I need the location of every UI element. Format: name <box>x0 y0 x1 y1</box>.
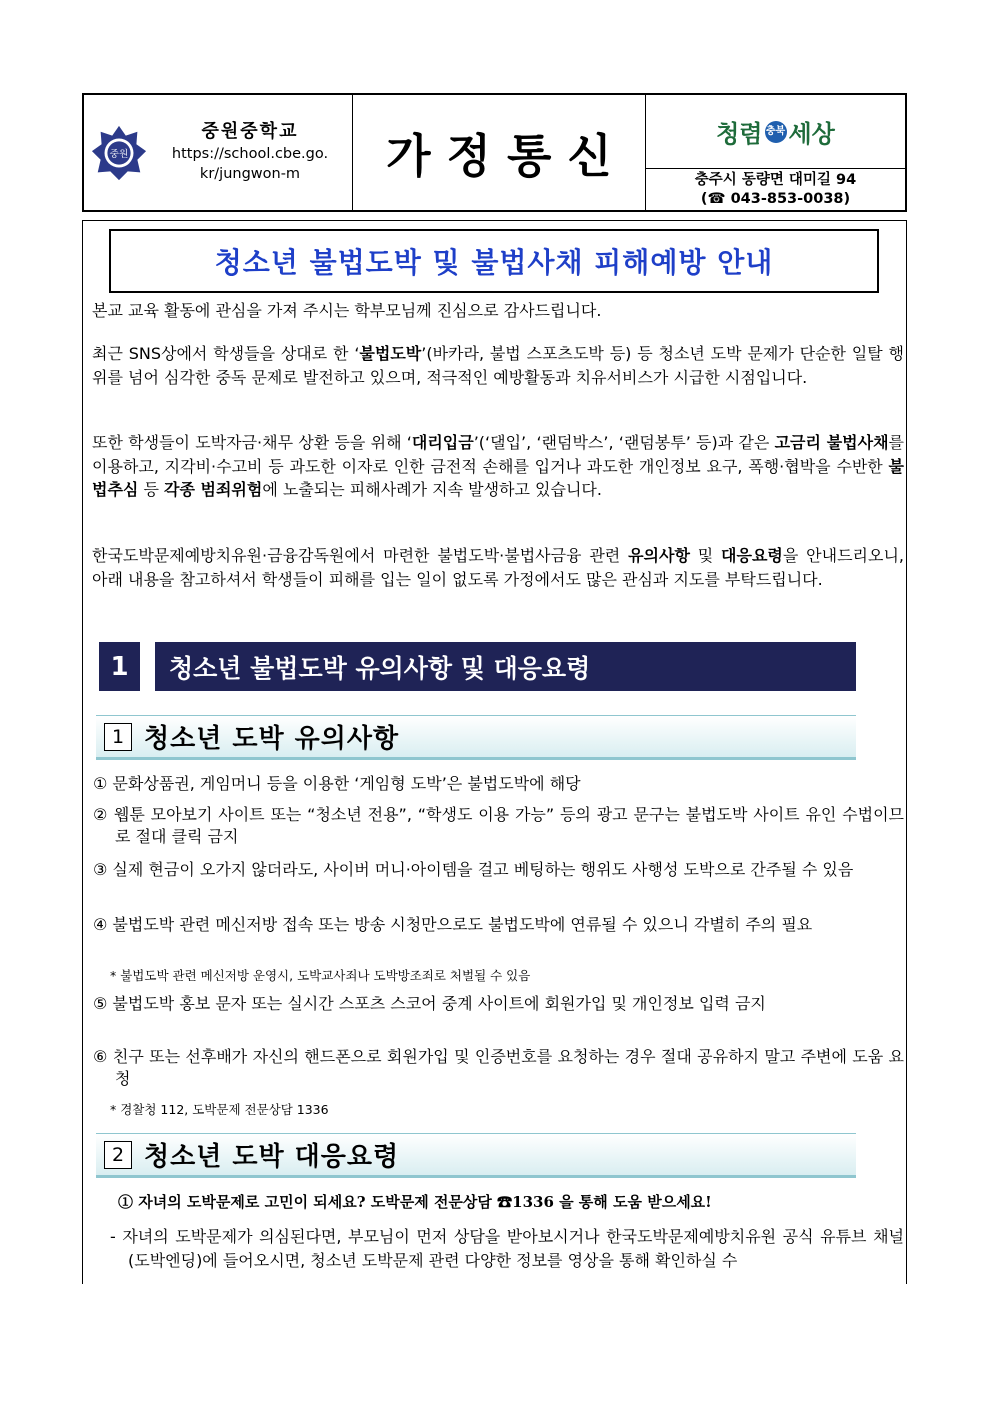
text-run: ’(바카라, 불법 스포츠도박 등) 등 청소년 도박 문제가 단순한 일탈 행위를 넘어 심각한 중독 문제로 발전하고 있으며, 적극적인 예방활동과 치유서비스가 시급한 시점입니다. <box>92 344 904 387</box>
contact-cell <box>646 95 905 210</box>
emphasis-illegal-gambling: 불법도박 <box>359 344 422 363</box>
school-name: 중원중학교 <box>201 120 299 142</box>
school-info <box>84 95 352 210</box>
precaution-item: ② 웹툰 모아보기 사이트 또는 “청소년 전용”, “학생도 이용 가능” 등의 광고 문구는 불법도박 사이트 유인 수법이므로 절대 클릭 금지 <box>93 805 904 846</box>
intro-paragraph-1: 본교 교육 활동에 관심을 가져 주시는 학부모님께 진심으로 감사드립니다. <box>92 301 602 320</box>
motto-emblem-icon: 충북 <box>765 121 787 143</box>
letter-header <box>82 93 907 212</box>
text-run: 최근 SNS상에서 학생들을 상대로 한 ‘ <box>92 344 360 363</box>
school-phone: (☎ 043-853-0038) <box>700 190 851 207</box>
section-1-heading <box>99 642 856 691</box>
precaution-item: ③ 실제 현금이 오가지 않더라도, 사이버 머니·아이템을 걸고 베팅하는 행위도 사행성 도박으로 간주될 수 있음 <box>93 860 854 879</box>
main-title-box <box>109 229 879 293</box>
intro-paragraph-4 <box>92 544 904 591</box>
text-run: 한국도박문제예방치유원·금융감독원에서 마련한 불법도박·불법사금융 관련 <box>92 546 629 565</box>
school-text <box>148 122 352 184</box>
school-address: 충주시 동량면 대미길 94 <box>694 171 857 188</box>
school-url-line2[interactable]: kr/jungwon-m <box>199 165 301 182</box>
motto-right: 세상 <box>788 119 835 148</box>
title-cell <box>352 95 646 210</box>
emphasis-crime-risk: 각종 범죄위험 <box>164 480 263 499</box>
response-item: ① 자녀의 도박문제로 고민이 되세요? 도박문제 전문상담 ☎1336 을 통해 도움 받으세요! <box>118 1193 712 1211</box>
main-title: 청소년 불법도박 및 불법사채 피해예방 안내 <box>214 246 774 279</box>
text-run: 또한 학생들이 도박자금·채무 상환 등을 위해 ‘ <box>92 433 412 452</box>
school-seal-icon <box>90 124 148 182</box>
emphasis-illegal-collection: 불법추심 <box>92 456 904 499</box>
text-run: 를 이용하고, 지각비·수고비 등 과도한 이자로 인한 금전적 손해를 입거나 과도한 개인정보 요구, 폭행·협박을 수반한 <box>92 433 904 476</box>
precaution-note: * 불법도박 관련 메신저방 운영시, 도박교사죄나 도박방조죄로 처벌될 수 있음 <box>110 968 531 983</box>
subsection-1-heading <box>96 715 856 760</box>
hotline-note: * 경찰청 112, 도박문제 전문상담 1336 <box>110 1102 329 1117</box>
text-run: 및 <box>689 546 722 565</box>
emphasis-precautions: 유의사항 <box>628 546 690 565</box>
motto-left: 청렴 <box>716 119 763 148</box>
intro-paragraph-2 <box>92 342 904 389</box>
text-run: 등 <box>138 480 165 499</box>
precaution-item: ④ 불법도박 관련 메신저방 접속 또는 방송 시청만으로도 불법도박에 연류될 수 있으니 각별히 주의 필요 <box>93 915 813 934</box>
subsection-title: 청소년 도박 대응요령 <box>144 1142 400 1172</box>
section-number: 1 <box>99 642 140 691</box>
precaution-item: ⑥ 친구 또는 선후배가 자신의 핸드폰으로 회원가입 및 인증번호를 요청하는 경우 절대 공유하지 말고 주변에 도움 요청 <box>93 1047 904 1088</box>
emphasis-proxy-deposit: 대리입금 <box>411 433 474 452</box>
precaution-item: ⑤ 불법도박 홍보 문자 또는 실시간 스포츠 스코어 중계 사이트에 회원가입 및 개인정보 입력 금지 <box>93 994 766 1013</box>
letter-title: 가정통신 <box>386 128 628 183</box>
text-run: 을 안내드리오니, 아래 내용을 참고하셔서 학생들이 피해를 입는 일이 없도록 가정에서도 많은 관심과 지도를 부탁드립니다. <box>92 546 904 589</box>
subsection-title: 청소년 도박 유의사항 <box>144 724 400 754</box>
subsection-number-box: 1 <box>104 723 132 751</box>
school-url-line1[interactable]: https://school.cbe.go. <box>171 145 329 162</box>
school-address-block <box>646 169 905 210</box>
subsection-number-box: 2 <box>104 1141 132 1169</box>
subsection-2-heading <box>96 1133 856 1178</box>
intro-paragraph-3 <box>92 431 904 502</box>
precaution-item: ① 문화상품권, 게임머니 등을 이용한 ‘게임형 도박’은 불법도박에 해당 <box>93 774 581 793</box>
seal-label: 중원 <box>109 148 129 160</box>
emphasis-response-guide: 대응요령 <box>721 546 783 565</box>
motto-logo <box>646 95 905 169</box>
text-run: 에 노출되는 피해사례가 지속 발생하고 있습니다. <box>262 480 602 499</box>
response-detail: - 자녀의 도박문제가 의심된다면, 부모님이 먼저 상담을 받아보시거나 한국도박문제예방치유원 공식 유튜브 채널(도박엔딩)에 들어오시면, 청소년 도박문제 관련 다양한 정보를 영상을 통해 확인하실 수 <box>110 1227 904 1270</box>
text-run: ’(‘댈입’, ‘랜덤박스’, ‘랜덤봉투’ 등)과 같은 <box>473 433 775 452</box>
emphasis-high-interest-loan: 고금리 불법사채 <box>774 433 889 452</box>
section-title: 청소년 불법도박 유의사항 및 대응요령 <box>155 642 856 691</box>
